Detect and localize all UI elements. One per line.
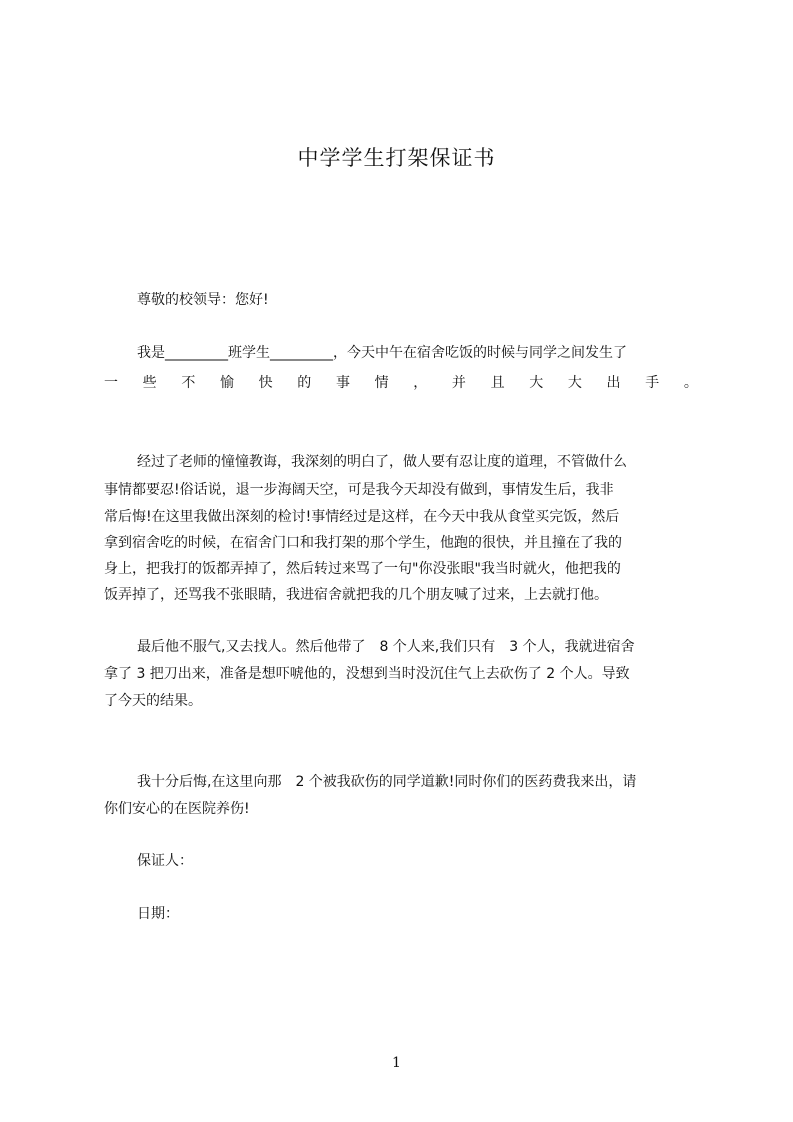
para3-line2: 拿了 3 把刀出来，准备是想吓唬他的，没想到当时没沉住气上去砍伤了 2 个人。导致 — [104, 666, 630, 682]
spread-char: 的 — [297, 375, 312, 391]
spread-char: 。 — [683, 375, 698, 391]
spread-char: 大 — [567, 375, 582, 391]
para3-line1: 最后他不服气,又去找人。然后他带了 8 个人来,我们只有 3 个人，我就进宿舍 — [137, 639, 635, 655]
spread-char: 不 — [181, 375, 196, 391]
salutation: 尊敬的校领导：您好! — [137, 292, 269, 308]
para3-line3: 了今天的结果。 — [104, 693, 202, 709]
para4-line2: 你们安心的在医院养伤! — [104, 801, 250, 817]
spread-char: 情 — [374, 375, 389, 391]
guarantor-label: 保证人： — [137, 853, 193, 869]
spread-char: 出 — [606, 375, 621, 391]
spread-char: 快 — [258, 375, 273, 391]
para4-line1: 我十分后悔,在这里向那 2 个被我砍伤的同学道歉!同时你们的医药费我来出，请 — [137, 774, 637, 790]
spread-char: 大 — [529, 375, 544, 391]
para2-line3: 常后悔!在这里我做出深刻的检讨!事情经过是这样，在今天中我从食堂买完饭，然后 — [104, 509, 620, 525]
spread-char: 且 — [490, 375, 505, 391]
document-title: 中学学生打架保证书 — [297, 146, 496, 170]
para2-line6: 饭弄掉了，还骂我不张眼睛，我进宿舍就把我的几个朋友喊了过来，上去就打他。 — [104, 587, 608, 603]
spread-char: 事 — [335, 375, 350, 391]
para2-line5: 身上，把我打的饭都弄掉了，然后转过来骂了一句"你没张眼"我当时就火，他把我的 — [104, 561, 621, 577]
spread-char: 些 — [142, 375, 157, 391]
para2-line2: 事情都要忍!俗话说，退一步海阔天空，可是我今天却没有做到，事情发生后，我非 — [104, 482, 614, 498]
para1-line2 — [104, 373, 698, 393]
spread-char: 手 — [645, 375, 660, 391]
para1-line2-spread — [104, 373, 698, 393]
date-label: 日期： — [137, 906, 179, 922]
para1-line1: 我是_________班学生_________，今天中午在宿舍吃饭的时候与同学之间发生了 — [137, 345, 627, 361]
para2-line4: 拿到宿舍吃的时候，在宿舍门口和我打架的那个学生，他跑的很快，并且撞在了我的 — [104, 535, 622, 551]
spread-char: 一 — [104, 375, 118, 391]
page-number: 1 — [392, 1055, 401, 1071]
spread-char: 愉 — [219, 375, 234, 391]
para2-line1: 经过了老师的憧憧教诲，我深刻的明白了，做人要有忍让度的道理，不管做什么 — [137, 454, 627, 470]
spread-char: 并 — [451, 375, 466, 391]
spread-char: ， — [413, 375, 428, 391]
